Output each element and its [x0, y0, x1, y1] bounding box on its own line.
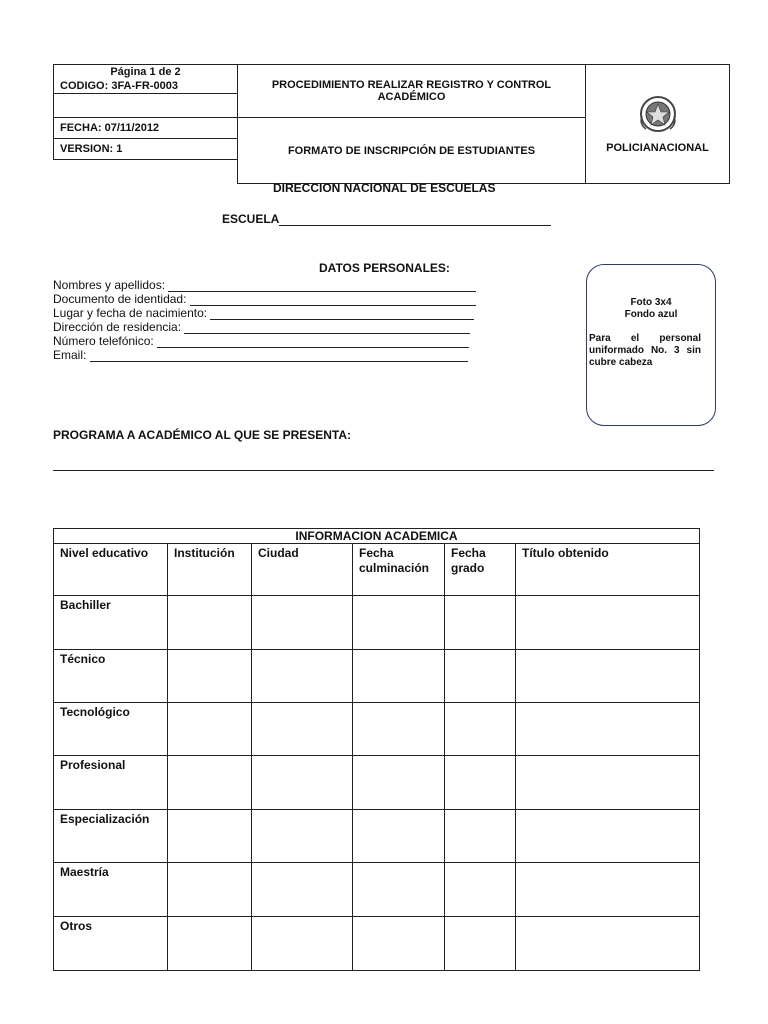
table-cell[interactable] — [252, 650, 353, 703]
program-input-line[interactable] — [53, 470, 714, 471]
phone-label: Número telefónico: — [53, 334, 154, 348]
table-cell[interactable] — [353, 917, 445, 971]
table-cell[interactable] — [168, 863, 252, 917]
header-spacer-2 — [54, 160, 238, 184]
table-cell[interactable] — [516, 703, 700, 756]
header-spacer — [54, 94, 238, 118]
table-cell[interactable] — [445, 596, 516, 650]
photo-box[interactable] — [586, 264, 716, 426]
level-especializacion: Especialización — [54, 810, 168, 863]
page-number: Página 1 de 2 — [110, 66, 181, 78]
col-header-city: Ciudad — [252, 544, 353, 596]
birth-input-line[interactable] — [210, 307, 474, 320]
table-cell[interactable] — [353, 863, 445, 917]
school-label: ESCUELA — [222, 212, 280, 226]
photo-note: Para el personal uniformado No. 3 sin cubre cabeza — [589, 333, 701, 368]
col-header-degree: Título obtenido — [516, 544, 700, 596]
table-cell[interactable] — [252, 756, 353, 810]
id-document-label: Documento de identidad: — [53, 292, 187, 306]
table-cell[interactable] — [353, 596, 445, 650]
document-date: FECHA: 07/11/2012 — [54, 118, 237, 139]
address-field — [53, 320, 470, 334]
table-cell[interactable] — [516, 596, 700, 650]
id-document-input-line[interactable] — [190, 293, 476, 306]
program-label: PROGRAMA A ACADÉMICO AL QUE SE PRESENTA: — [53, 428, 352, 442]
table-cell[interactable] — [168, 917, 252, 971]
academic-info-table — [53, 528, 700, 971]
table-cell[interactable] — [353, 703, 445, 756]
level-bachiller: Bachiller — [54, 596, 168, 650]
table-cell[interactable] — [445, 810, 516, 863]
direction-title: DIRECCION NACIONAL DE ESCUELAS — [273, 181, 496, 195]
table-cell[interactable] — [252, 810, 353, 863]
table-cell[interactable] — [445, 650, 516, 703]
table-cell[interactable] — [168, 650, 252, 703]
email-label: Email: — [53, 348, 87, 362]
table-cell[interactable] — [252, 703, 353, 756]
table-cell[interactable] — [252, 596, 353, 650]
police-seal-icon — [638, 94, 678, 134]
document-code: CODIGO: 3FA-FR-0003 — [60, 80, 178, 92]
header-page-code-cell — [54, 65, 238, 94]
school-field — [222, 212, 551, 226]
id-document-field — [53, 292, 476, 306]
procedure-title: PROCEDIMIENTO REALIZAR REGISTRO Y CONTROL ACADÉMICO — [238, 65, 586, 118]
email-field — [53, 348, 468, 362]
format-title: FORMATO DE INSCRIPCIÓN DE ESTUDIANTES — [238, 118, 586, 184]
academic-table-title: INFORMACION ACADEMICA — [54, 529, 700, 544]
col-header-graduation-date: Fecha grado — [445, 544, 516, 596]
table-cell[interactable] — [516, 810, 700, 863]
address-label: Dirección de residencia: — [53, 320, 182, 334]
level-profesional: Profesional — [54, 756, 168, 810]
level-tecnologico: Tecnológico — [54, 703, 168, 756]
header-date-version-cell — [54, 118, 238, 160]
col-header-level: Nivel educativo — [54, 544, 168, 596]
table-cell[interactable] — [445, 917, 516, 971]
table-row — [54, 596, 700, 650]
table-row — [54, 810, 700, 863]
institution-name: POLICIANACIONAL — [606, 142, 709, 154]
table-cell[interactable] — [445, 756, 516, 810]
table-cell[interactable] — [516, 917, 700, 971]
photo-size: Foto 3x4 — [630, 297, 672, 308]
table-cell[interactable] — [168, 810, 252, 863]
level-tecnico: Técnico — [54, 650, 168, 703]
school-input-line[interactable] — [279, 213, 551, 226]
table-cell[interactable] — [353, 756, 445, 810]
table-cell[interactable] — [168, 703, 252, 756]
table-cell[interactable] — [516, 756, 700, 810]
table-row — [54, 917, 700, 971]
table-cell[interactable] — [516, 863, 700, 917]
photo-background: Fondo azul — [624, 309, 678, 320]
birth-field — [53, 306, 474, 320]
table-cell[interactable] — [445, 863, 516, 917]
personal-section-title: DATOS PERSONALES: — [319, 261, 450, 275]
col-header-completion-date: Fecha culminación — [353, 544, 445, 596]
phone-field — [53, 334, 469, 348]
email-input-line[interactable] — [90, 349, 468, 362]
table-cell[interactable] — [168, 756, 252, 810]
birth-label: Lugar y fecha de nacimiento: — [53, 306, 208, 320]
table-cell[interactable] — [516, 650, 700, 703]
institution-cell — [586, 65, 730, 184]
name-field — [53, 278, 476, 292]
table-row — [54, 703, 700, 756]
table-cell[interactable] — [168, 596, 252, 650]
col-header-institution: Institución — [168, 544, 252, 596]
address-input-line[interactable] — [184, 321, 470, 334]
table-cell[interactable] — [353, 650, 445, 703]
level-maestria: Maestría — [54, 863, 168, 917]
phone-input-line[interactable] — [157, 335, 469, 348]
name-label: Nombres y apellidos: — [53, 278, 166, 292]
table-row — [54, 863, 700, 917]
table-row — [54, 650, 700, 703]
table-cell[interactable] — [252, 863, 353, 917]
document-version: VERSION: 1 — [60, 143, 123, 155]
table-cell[interactable] — [353, 810, 445, 863]
level-otros: Otros — [54, 917, 168, 971]
document-header — [53, 64, 730, 184]
table-cell[interactable] — [252, 917, 353, 971]
name-input-line[interactable] — [168, 279, 476, 292]
table-row — [54, 756, 700, 810]
table-cell[interactable] — [445, 703, 516, 756]
